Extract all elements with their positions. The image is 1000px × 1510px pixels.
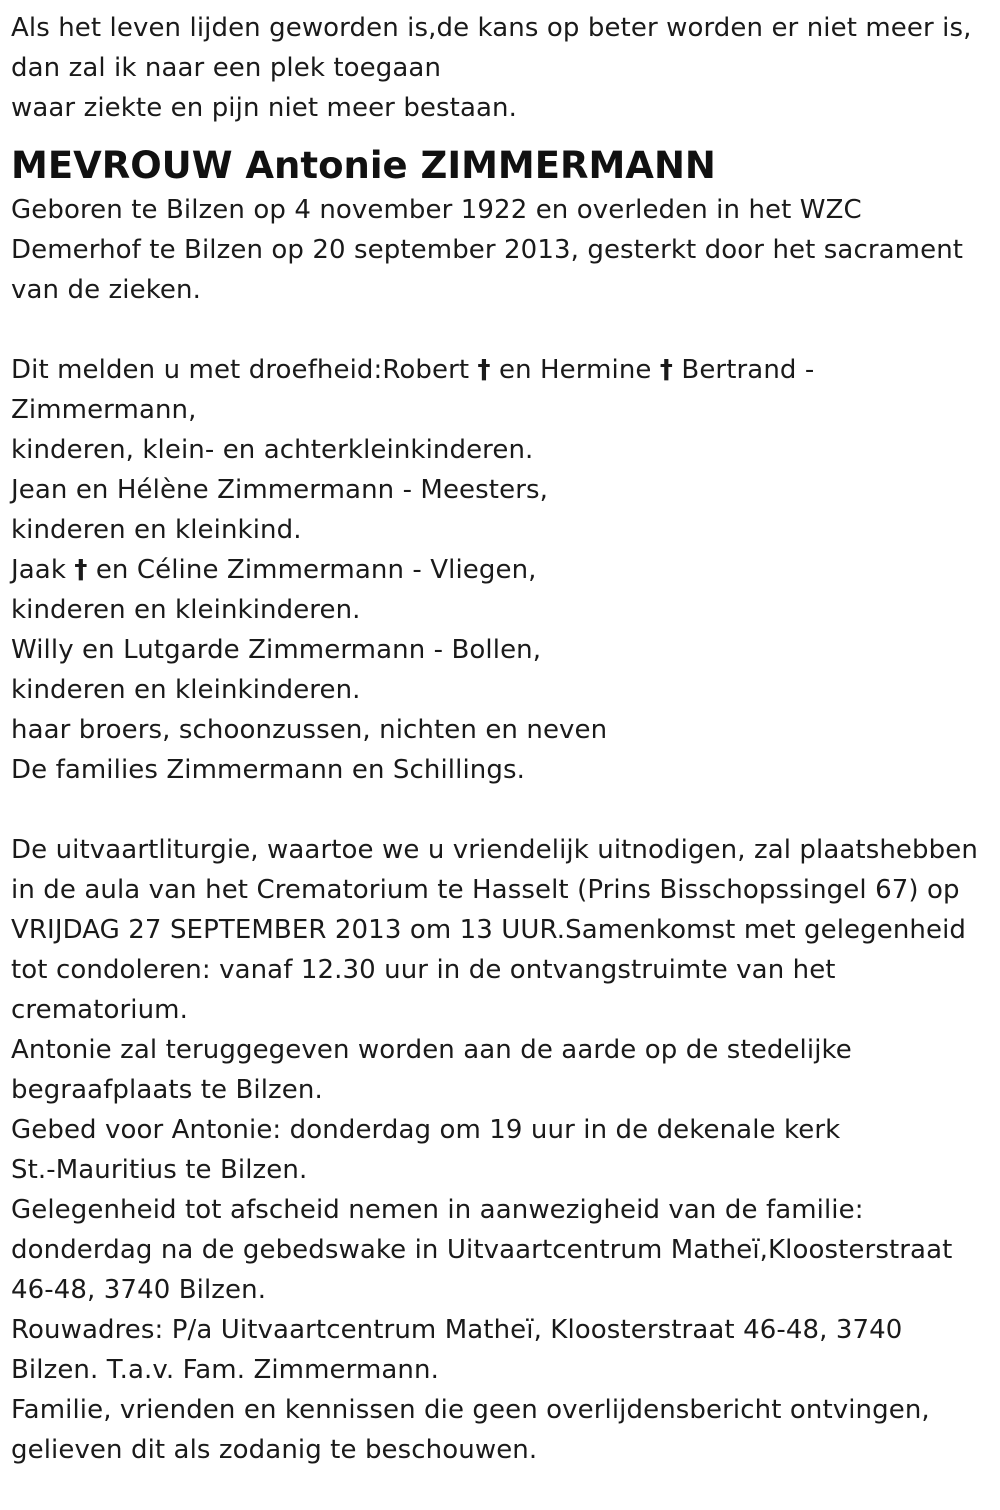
family-announcement: [11, 350, 1000, 790]
poem: [11, 8, 1000, 128]
text-line: gelieven dit als zodanig te beschouwen.: [11, 1435, 538, 1465]
funeral-details: [11, 830, 1000, 1470]
text-line: in de aula van het Crematorium te Hasselt (Prins Bisschopssingel 67) op: [11, 875, 960, 905]
text-fragment: Dit melden u met droefheid:Robert: [11, 355, 478, 385]
text-line: Jean en Hélène Zimmermann - Meesters,: [11, 475, 548, 505]
cross-icon: †: [659, 355, 674, 385]
text-line: crematorium.: [11, 995, 188, 1025]
text-line: Bilzen. T.a.v. Fam. Zimmermann.: [11, 1355, 439, 1385]
text-line: Antonie zal teruggegeven worden aan de aarde op de stedelijke: [11, 1035, 852, 1065]
cross-icon: †: [477, 355, 491, 385]
text-line: tot condoleren: vanaf 12.30 uur in de ontvangstruimte van het: [11, 955, 836, 985]
text-line: haar broers, schoonzussen, nichten en neven: [11, 715, 608, 745]
text-line: kinderen, klein- en achterkleinkinderen.: [11, 435, 534, 465]
text-line: kinderen en kleinkind.: [11, 515, 302, 545]
text-line: Familie, vrienden en kennissen die geen overlijdensbericht ontvingen,: [11, 1395, 930, 1425]
text-fragment: en Hermine: [490, 355, 660, 385]
text-line: Gebed voor Antonie: donderdag om 19 uur in de dekenale kerk: [11, 1115, 841, 1145]
text-line: De uitvaartliturgie, waartoe we u vriendelijk uitnodigen, zal plaatshebben: [11, 835, 978, 865]
text-line: begraafplaats te Bilzen.: [11, 1075, 323, 1105]
text-line: 46-48, 3740 Bilzen.: [11, 1275, 267, 1305]
text-line: kinderen en kleinkinderen.: [11, 675, 361, 705]
text-line: Gelegenheid tot afscheid nemen in aanwezigheid van de familie:: [11, 1195, 864, 1225]
poem-line: Als het leven lijden geworden is,de kans op beter worden er niet meer is,: [11, 13, 972, 43]
text-line: St.-Mauritius te Bilzen.: [11, 1155, 308, 1185]
text-line: De families Zimmermann en Schillings.: [11, 755, 525, 785]
text-fragment: Bertrand -: [673, 355, 815, 385]
text-line: Willy en Lutgarde Zimmermann - Bollen,: [11, 635, 542, 665]
text-line: [11, 350, 1000, 390]
text-fragment: en Céline Zimmermann - Vliegen,: [87, 555, 537, 585]
text-line: [11, 550, 1000, 590]
text-line: van de zieken.: [11, 275, 201, 305]
spacer: [11, 790, 1000, 830]
text-line: Geboren te Bilzen op 4 november 1922 en overleden in het WZC: [11, 195, 862, 225]
text-line: Rouwadres: P/a Uitvaartcentrum Matheï, Kloosterstraat 46-48, 3740: [11, 1315, 903, 1345]
text-line: donderdag na de gebedswake in Uitvaartcentrum Matheï,Kloosterstraat: [11, 1235, 953, 1265]
text-fragment: Jaak: [11, 555, 75, 585]
birth-death-paragraph: [11, 190, 1000, 310]
deceased-name-title: MEVROUW Antonie ZIMMERMANN: [11, 144, 716, 187]
text-line: Demerhof te Bilzen op 20 september 2013, gesterkt door het sacrament: [11, 235, 964, 265]
cross-icon: †: [74, 555, 88, 585]
text-line: VRIJDAG 27 SEPTEMBER 2013 om 13 UUR.Samenkomst met gelegenheid: [11, 915, 967, 945]
poem-line: waar ziekte en pijn niet meer bestaan.: [11, 93, 517, 123]
text-line: Zimmermann,: [11, 395, 197, 425]
text-line: kinderen en kleinkinderen.: [11, 595, 361, 625]
poem-line: dan zal ik naar een plek toegaan: [11, 53, 442, 83]
spacer: [11, 310, 1000, 350]
